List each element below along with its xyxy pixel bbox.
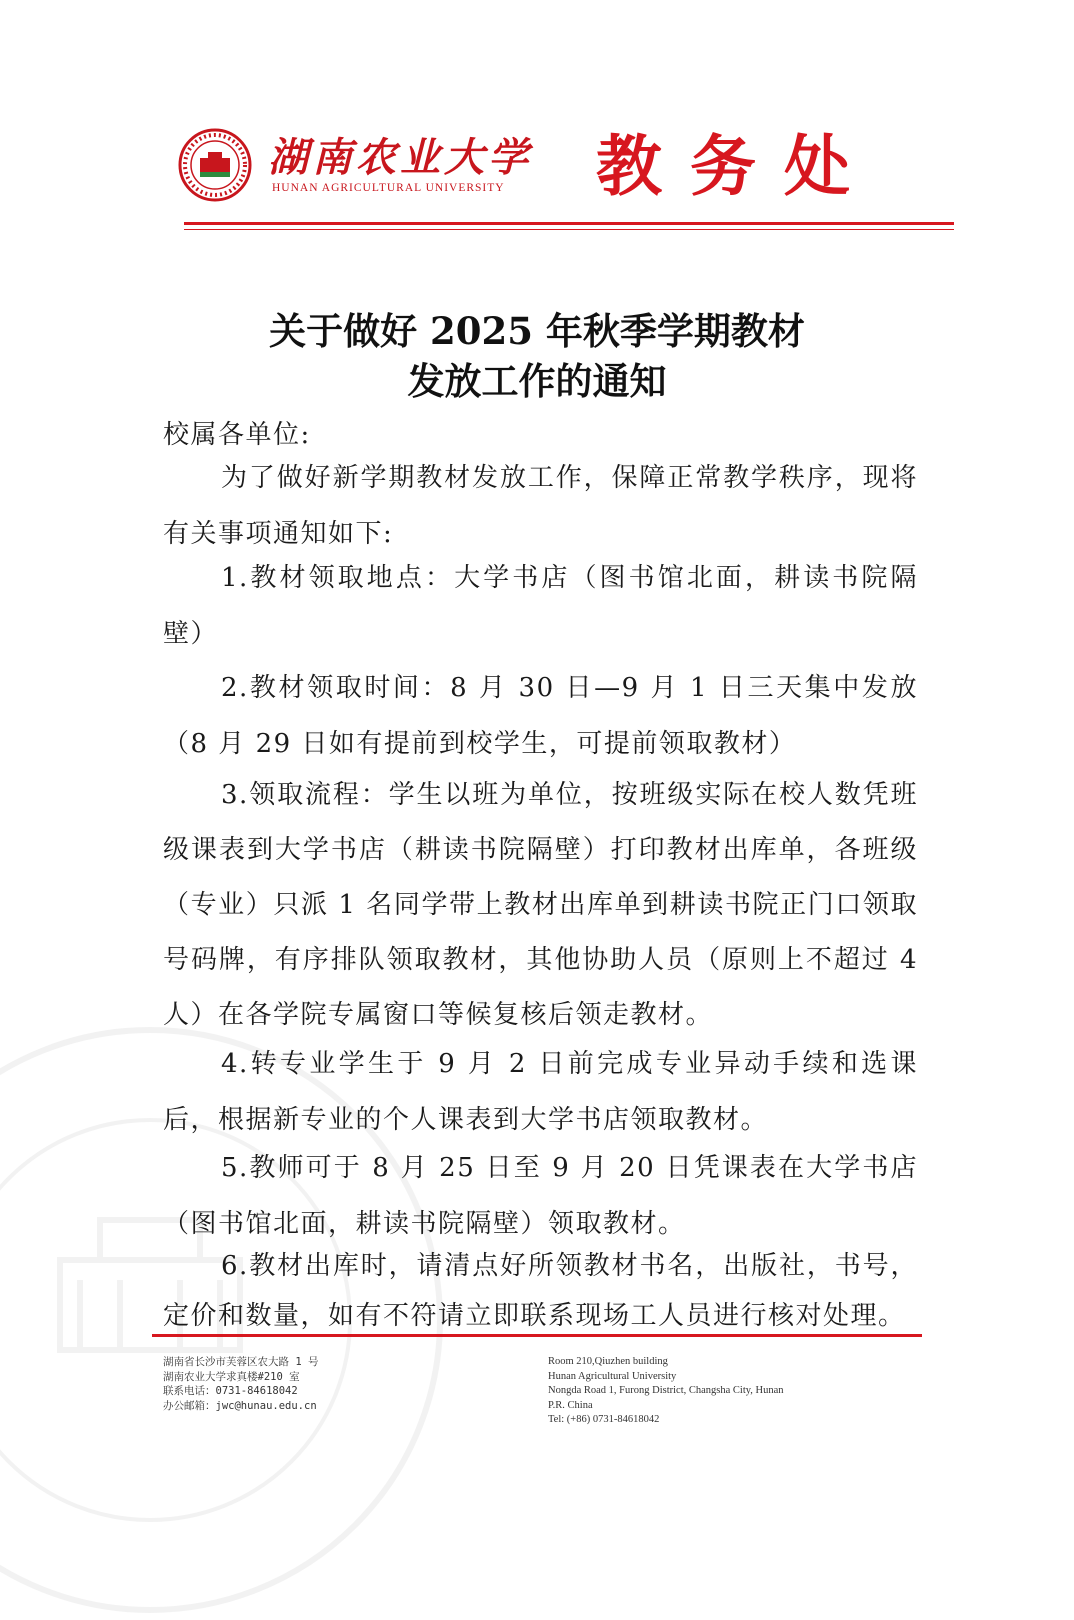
footer-en-line: Room 210,Qiuzhen building: [548, 1356, 668, 1367]
university-name-en: HUNAN AGRICULTURAL UNIVERSITY: [272, 182, 505, 194]
university-logo-icon: [178, 128, 252, 202]
footer-en-line: Hunan Agricultural University: [548, 1370, 677, 1382]
header-divider: [184, 222, 954, 225]
footer-divider: [152, 1334, 922, 1337]
footer-cn-line: 湖南省长沙市芙蓉区农大路 1 号: [163, 1356, 319, 1368]
notice-title-line2: 发放工作的通知: [407, 359, 667, 403]
footer-address-cn: [163, 1355, 318, 1413]
footer-cn-line: 办公邮箱：jwc@hunau.edu.cn: [163, 1399, 317, 1412]
university-name-cn: 湖南农业大学: [268, 134, 532, 181]
notice-title-line1: 关于做好 2025 年秋季学期教材: [269, 309, 805, 353]
footer-address-en: [548, 1355, 784, 1428]
department-title: 教务处: [596, 127, 878, 205]
footer-cn-line: 联系电话：0731-84618042: [163, 1385, 298, 1397]
footer-en-line: P.R. China: [548, 1399, 593, 1411]
footer-en-line: Nongda Road 1, Furong District, Changsha City, Hunan: [548, 1385, 784, 1396]
paragraph-item-1: 1.教材领取地点：大学书店（图书馆北面，耕读书院隔壁）: [163, 563, 918, 649]
paragraph-item-2: 2.教材领取时间：8 月 30 日—9 月 1 日三天集中发放（8 月 29 日如有提前到校学生，可提前领取教材）: [163, 673, 918, 759]
footer-en-line: Tel: (+86) 0731-84618042: [548, 1414, 660, 1425]
paragraph-item-4: 4.转专业学生于 9 月 2 日前完成专业异动手续和选课后，根据新专业的个人课表到大学书店领取教材。: [163, 1049, 918, 1135]
paragraph-item-3: 3.领取流程：学生以班为单位，按班级实际在校人数凭班级课表到大学书店（耕读书院隔壁）打印教材出库单，各班级（专业）只派 1 名同学带上教材出库单到耕读书院正门口领取号码牌，有序排队领取教材，其他协助人员（原则上不超过 4 人）在各学院专属窗口等候复核后领走教材。: [163, 780, 918, 1030]
paragraph-intro: 为了做好新学期教材发放工作，保障正常教学秩序，现将有关事项通知如下:: [163, 463, 918, 549]
footer-cn-line: 湖南农业大学求真楼#210 室: [163, 1370, 300, 1383]
paragraph-item-6: 6.教材出库时，请清点好所领教材书名，出版社，书号，定价和数量，如有不符请立即联系现场工人员进行核对处理。: [163, 1251, 918, 1331]
paragraph-item-5: 5.教师可于 8 月 25 日至 9 月 20 日凭课表在大学书店（图书馆北面，耕读书院隔壁）领取教材。: [163, 1153, 918, 1239]
salutation: 校属各单位:: [163, 420, 311, 450]
header-divider-thin: [184, 229, 954, 230]
